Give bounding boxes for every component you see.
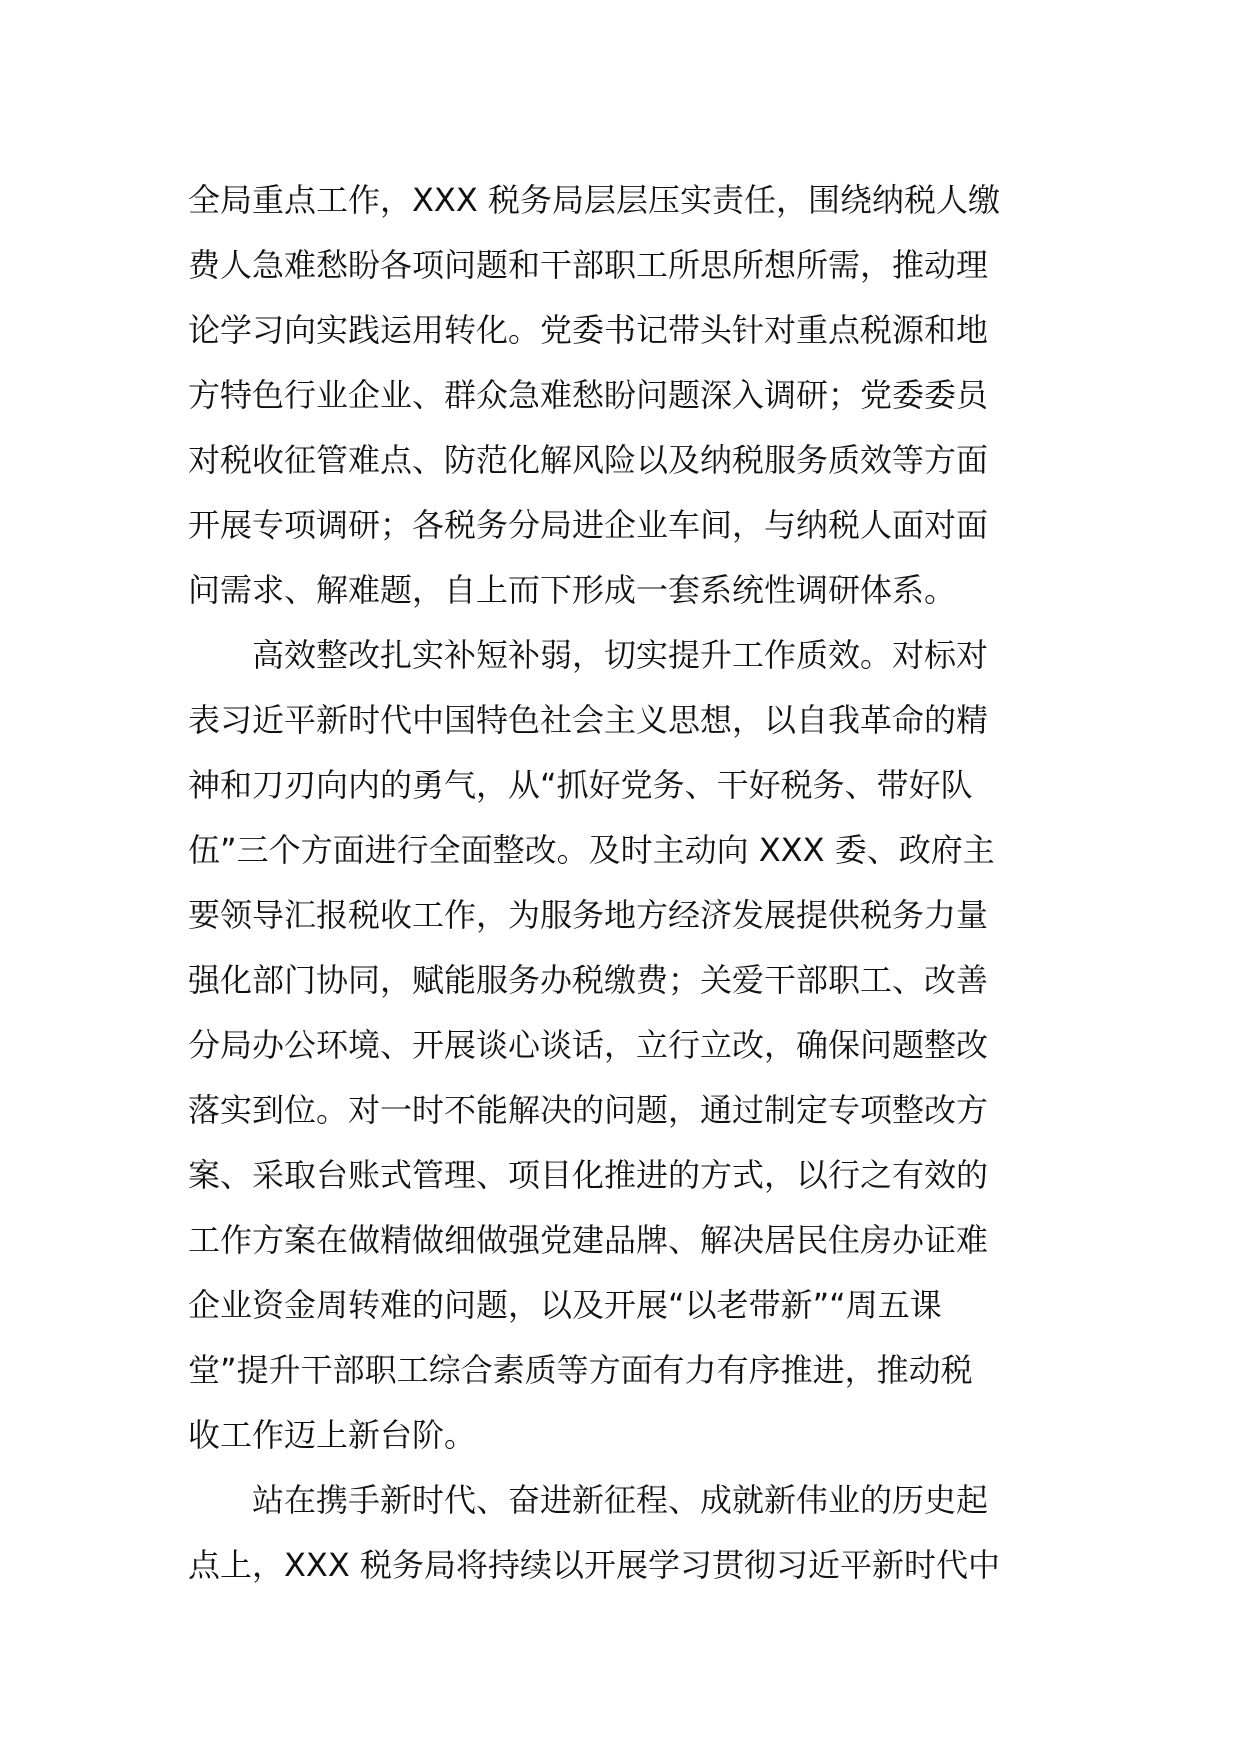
text-line: 开展专项调研；各税务分局进企业车间，与纳税人面对面 <box>188 506 989 544</box>
text-line: 伍”三个方面进行全面整改。及时主动向 XXX 委、政府主 <box>188 831 995 869</box>
text-line: 强化部门协同，赋能服务办税缴费；关爱干部职工、改善 <box>188 961 989 999</box>
text-line: 案、采取台账式管理、项目化推进的方式，以行之有效的 <box>188 1156 989 1194</box>
document-body <box>188 168 1058 1598</box>
text-line: 高效整改扎实补短补弱，切实提升工作质效。对标对 <box>252 636 989 674</box>
text-line: 表习近平新时代中国特色社会主义思想，以自我革命的精 <box>188 701 989 739</box>
text-line: 对税收征管难点、防范化解风险以及纳税服务质效等方面 <box>188 441 989 479</box>
text-line: 问需求、解难题，自上而下形成一套系统性调研体系。 <box>188 571 957 609</box>
paragraph-3 <box>188 1468 1058 1598</box>
text-line: 企业资金周转难的问题，以及开展“以老带新”“周五课 <box>188 1286 942 1324</box>
text-line: 费人急难愁盼各项问题和干部职工所思所想所需，推动理 <box>188 246 989 284</box>
paragraph-1 <box>188 168 1058 623</box>
text-line: 方特色行业企业、群众急难愁盼问题深入调研；党委委员 <box>188 376 989 414</box>
text-line: 工作方案在做精做细做强党建品牌、解决居民住房办证难 <box>188 1221 989 1259</box>
paragraph-2 <box>188 623 1058 1468</box>
text-line: 全局重点工作，XXX 税务局层层压实责任，围绕纳税人缴 <box>188 181 1000 219</box>
text-line: 堂”提升干部职工综合素质等方面有力有序推进，推动税 <box>188 1351 973 1389</box>
text-line: 点上，XXX 税务局将持续以开展学习贯彻习近平新时代中 <box>188 1546 1000 1584</box>
text-line: 收工作迈上新台阶。 <box>188 1416 477 1454</box>
text-line: 神和刀刃向内的勇气，从“抓好党务、干好税务、带好队 <box>188 766 973 804</box>
text-line: 论学习向实践运用转化。党委书记带头针对重点税源和地 <box>188 311 989 349</box>
text-line: 要领导汇报税收工作，为服务地方经济发展提供税务力量 <box>188 896 989 934</box>
text-line: 站在携手新时代、奋进新征程、成就新伟业的历史起 <box>252 1481 989 1519</box>
text-line: 落实到位。对一时不能解决的问题，通过制定专项整改方 <box>188 1091 989 1129</box>
text-line: 分局办公环境、开展谈心谈话，立行立改，确保问题整改 <box>188 1026 989 1064</box>
